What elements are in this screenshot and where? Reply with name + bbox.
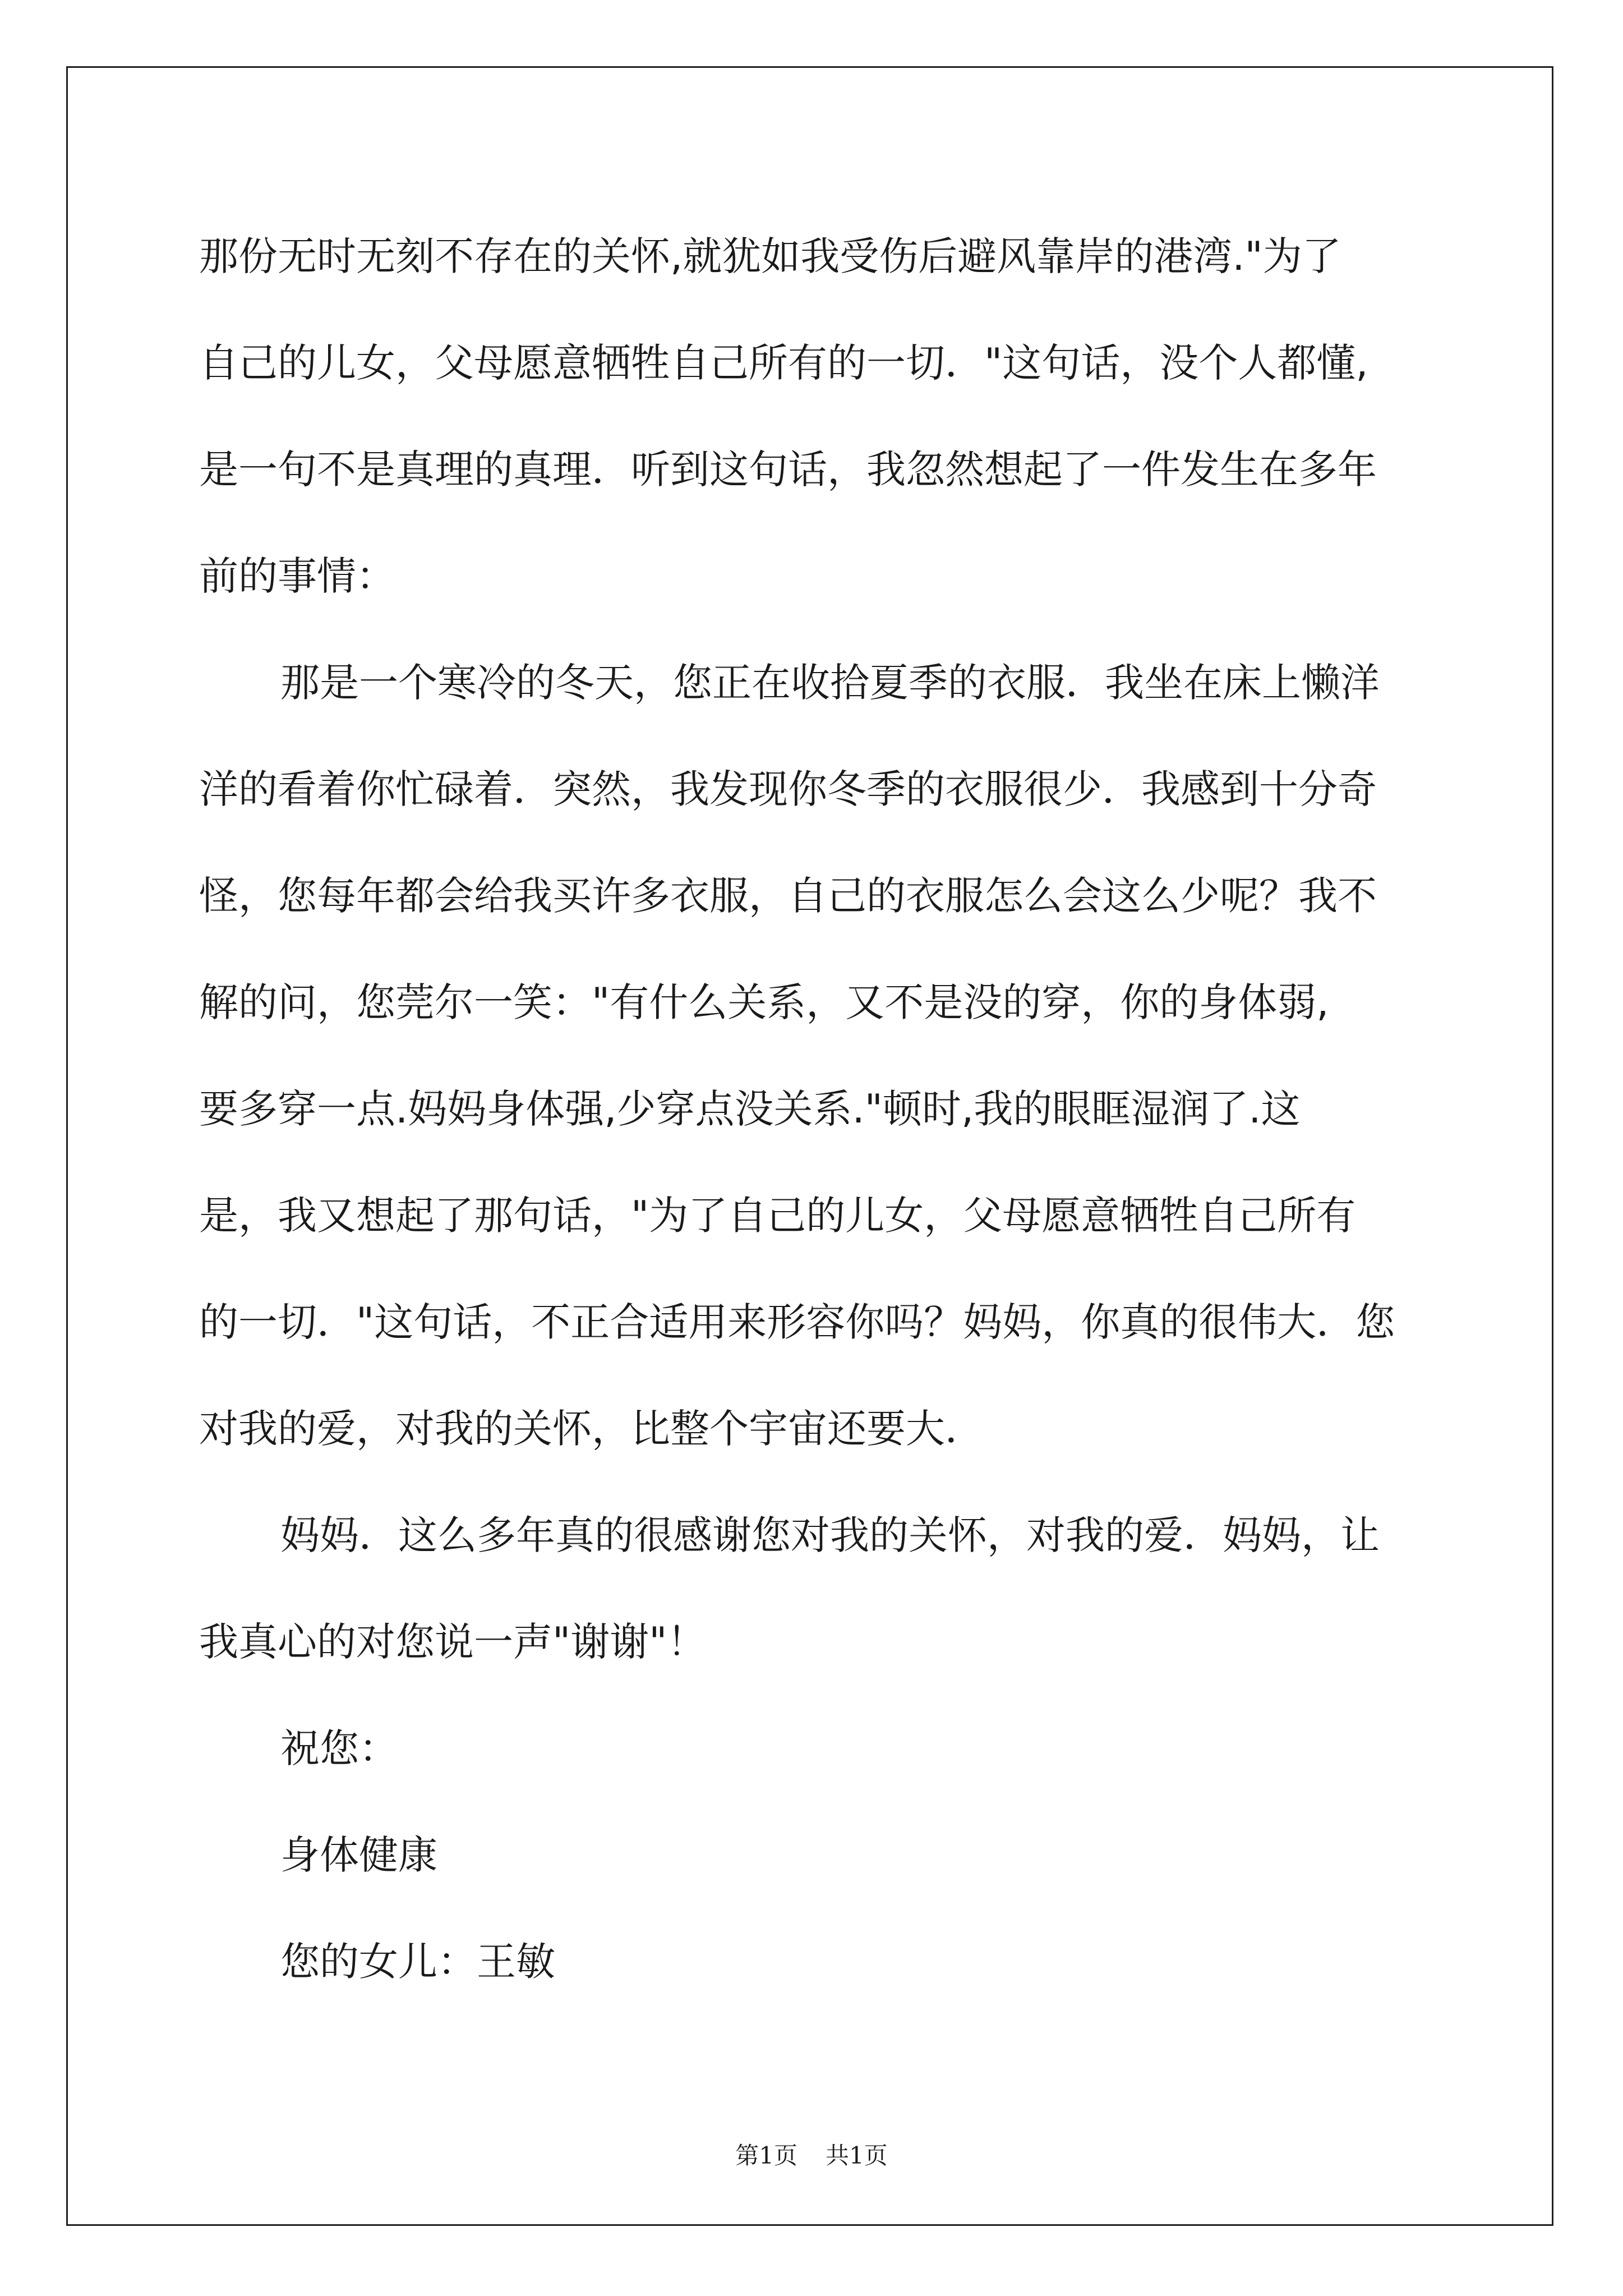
text-line-7: 怪，您每年都会给我买许多衣服，自己的衣服怎么会这么少呢？我不 <box>199 873 1377 919</box>
text-line-13: 妈妈．这么多年真的很感谢您对我的关怀，对我的爱．妈妈，让 <box>280 1512 1380 1558</box>
page-number-current: 第1页 <box>735 2142 797 2169</box>
text-line-4: 前的事情： <box>199 553 395 599</box>
text-line-1: 那份无时无刻不存在的关怀,就犹如我受伤后避风靠岸的港湾."为了 <box>199 233 1341 279</box>
text-line-3: 是一句不是真理的真理．听到这句话，我忽然想起了一件发生在多年 <box>199 447 1377 493</box>
text-line-2: 自己的儿女，父母愿意牺牲自己所有的一切．"这句话，没个人都懂, <box>199 340 1368 386</box>
text-line-11: 的一切．"这句话，不正合适用来形容你吗？妈妈，你真的很伟大．您 <box>199 1299 1395 1345</box>
page-footer <box>0 2137 1623 2171</box>
signature: 您的女儿：王敏 <box>280 1939 555 1985</box>
text-line-5: 那是一个寒冷的冬天，您正在收拾夏季的衣服．我坐在床上懒洋 <box>280 660 1380 706</box>
letter-body <box>199 203 1489 2015</box>
closing-wish: 身体健康 <box>280 1832 437 1878</box>
text-line-10: 是，我又想起了那句话，"为了自己的儿女，父母愿意牺牲自己所有 <box>199 1193 1356 1239</box>
text-line-6: 洋的看着你忙碌着．突然，我发现你冬季的衣服很少．我感到十分奇 <box>199 766 1377 812</box>
text-line-14: 我真心的对您说一声"谢谢"！ <box>199 1619 707 1665</box>
text-line-9: 要多穿一点.妈妈身体强,少穿点没关系."顿时,我的眼眶湿润了.这 <box>199 1086 1301 1132</box>
closing-greeting: 祝您： <box>280 1726 398 1772</box>
page-number-total: 共1页 <box>826 2142 888 2169</box>
text-line-8: 解的问，您莞尔一笑："有什么关系，又不是没的穿，你的身体弱, <box>199 979 1329 1025</box>
text-line-12: 对我的爱，对我的关怀，比整个宇宙还要大． <box>199 1406 984 1452</box>
